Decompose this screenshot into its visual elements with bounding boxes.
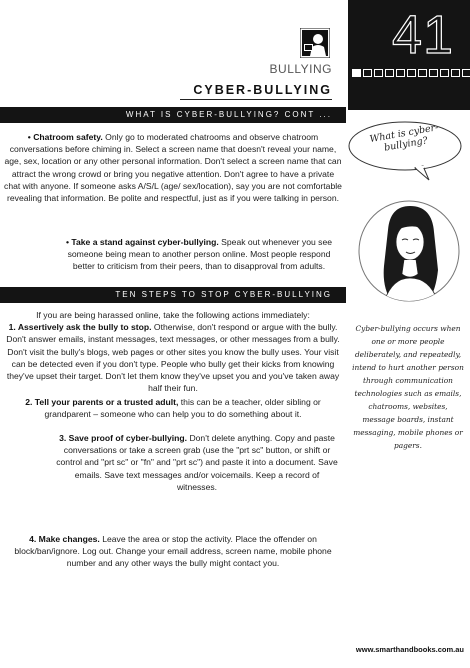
chatroom-safety-paragraph bbox=[4, 131, 342, 204]
step-1-text: Otherwise, don't respond or argue with the bully. Don't answer emails, instant messages, text messages, or other messages from a bully. Don't visit the bully's blogs, web pages or other sites you know the bully uses. Your visit can be detected even if you don't type. People who bully get their kicks from knowing they've upset their target. Don't let them know they've upset you and you've taken away half their fun. bbox=[6, 322, 340, 394]
step-4-paragraph bbox=[4, 533, 342, 570]
take-a-stand-text: Speak out whenever you see someone being mean to another person online. Most people respond better to criticism from their peers, than to disapproval from adults. bbox=[67, 237, 333, 272]
section-heading-what-is: WHAT IS CYBER-BULLYING? CONT ... bbox=[0, 107, 346, 123]
progress-square bbox=[407, 69, 416, 77]
page-topic: CYBER-BULLYING bbox=[193, 83, 332, 97]
footer-url: www.smarthandbooks.com.au bbox=[355, 645, 464, 654]
step-4-heading: 4. Make changes. bbox=[29, 534, 100, 544]
person-at-computer-icon bbox=[300, 28, 330, 58]
chatroom-safety-text: Only go to moderated chatrooms and observe chatroom conversations before chiming in. Select a screen name that doesn't reveal your name, age, sex, location or any other personal information. Don't select a screen name that can attract the wrong crowd or bring you negative attention. Don't agree to have a private chat with anyone. If someone asks A/S/L (age/ sex/location), say you are not comfortable revealing that information. Be polite and respectful, just as if you were talking in person. bbox=[4, 132, 342, 204]
progress-square bbox=[451, 69, 460, 77]
progress-square bbox=[363, 69, 372, 77]
girl-portrait-illustration bbox=[358, 200, 460, 302]
chatroom-safety-heading: • Chatroom safety. bbox=[27, 132, 103, 142]
progress-square bbox=[462, 69, 470, 77]
step-4-text: Leave the area or stop the activity. Place the offender on block/ban/ignore. Log out. Change your email address, screen name, mobile phone number and any other ways the bully might contact you. bbox=[14, 534, 332, 569]
page-number: 41 bbox=[392, 5, 455, 65]
take-a-stand-heading: • Take a stand against cyber-bullying. bbox=[65, 237, 219, 247]
progress-square bbox=[385, 69, 394, 77]
chapter-progress bbox=[352, 69, 470, 77]
section-heading-ten-steps: TEN STEPS TO STOP CYBER-BULLYING bbox=[0, 287, 346, 303]
topic-underline bbox=[180, 99, 332, 100]
steps-intro-paragraph bbox=[4, 309, 342, 394]
step-3-heading: 3. Save proof of cyber-bullying. bbox=[59, 433, 188, 443]
step-2-paragraph bbox=[4, 396, 342, 420]
progress-square bbox=[396, 69, 405, 77]
take-a-stand-paragraph bbox=[56, 236, 342, 273]
progress-square bbox=[352, 69, 361, 77]
cyber-bullying-definition: Cyber-bullying occurs when one or more people deliberately, and repeatedly, intend to hurt another person through communication technologies such as emails, chatrooms, websites, message boards, instant messaging, mobile phones or pagers. bbox=[352, 324, 464, 450]
progress-square bbox=[374, 69, 383, 77]
steps-intro-text: If you are being harassed online, take the following actions immediately: bbox=[36, 310, 310, 320]
section-name: BULLYING bbox=[269, 62, 332, 76]
step-2-heading: 2. Tell your parents or a trusted adult, bbox=[25, 397, 179, 407]
step-2-text: this can be a teacher, older sibling or grandparent – someone who can help you to do something about it. bbox=[44, 397, 321, 420]
step-1-heading: 1. Assertively ask the bully to stop. bbox=[8, 322, 152, 333]
progress-square bbox=[440, 69, 449, 77]
speech-bubble-text: What is cyber-bullying? bbox=[368, 122, 440, 154]
step-3-paragraph bbox=[54, 432, 340, 493]
progress-square bbox=[429, 69, 438, 77]
step-3-text: Don't delete anything. Copy and paste conversations or take a screen grab (use the "prt sc" button, or shift or control and "prt sc" or "fn" and "prt sc") and paste it into a document. Save emails. Save text messages and/or voicemails. Keep a record of witnesses. bbox=[56, 433, 338, 492]
progress-square bbox=[418, 69, 427, 77]
